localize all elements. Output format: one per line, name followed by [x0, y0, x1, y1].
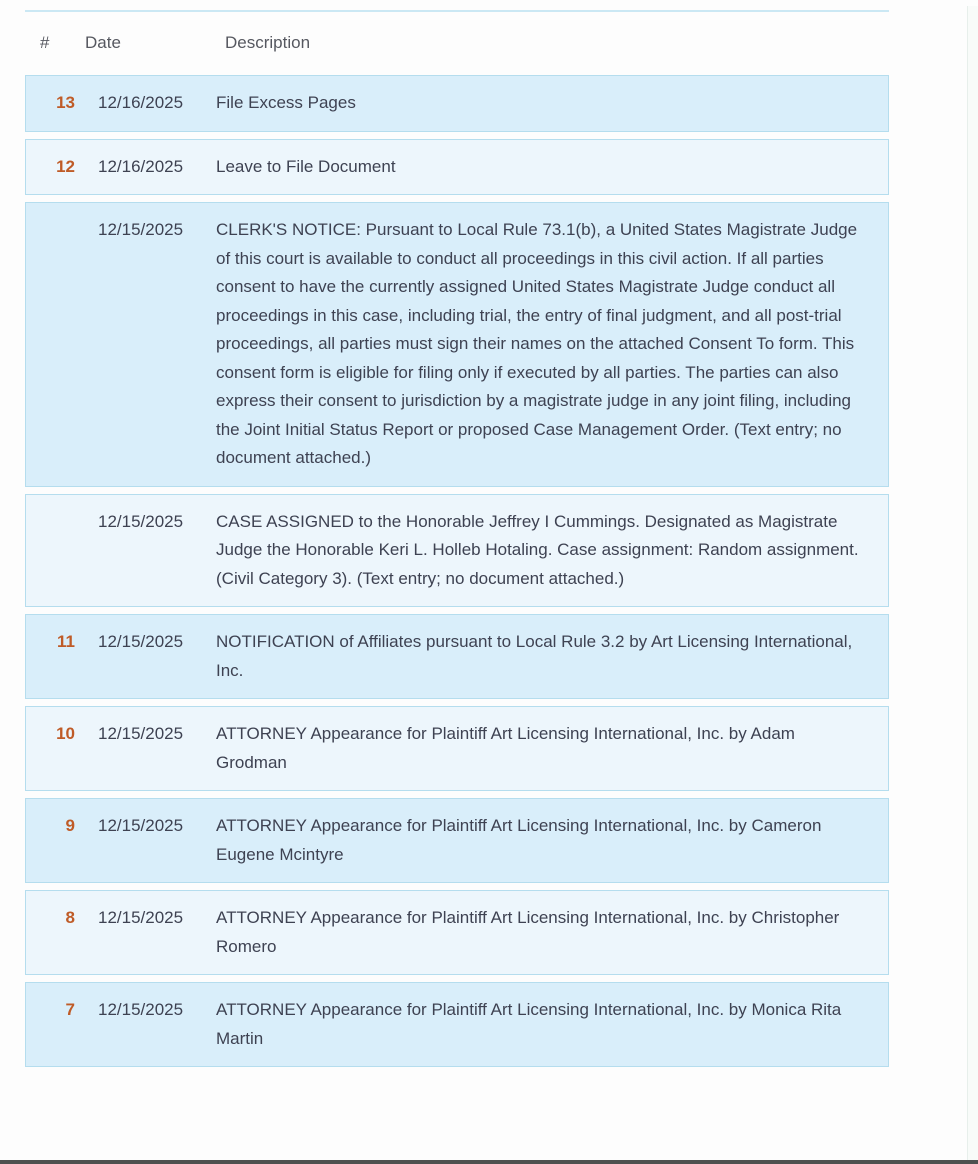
docket-entry-date: 12/15/2025	[98, 1000, 184, 1019]
docket-entry-description: CASE ASSIGNED to the Honorable Jeffrey I Cummings. Designated as Magistrate Judge the Honorable Keri L. Holleb Hotaling. Case assignment: Random assignment. (Civil Category 3). (Text entry; no document attached.)	[216, 511, 859, 588]
docket-entry-date: 12/15/2025	[98, 220, 184, 239]
page-right-margin	[968, 6, 978, 1164]
docket-entry-description: ATTORNEY Appearance for Plaintiff Art Licensing International, Inc. by Monica Rita Martin	[216, 1000, 842, 1048]
docket-entry-description: ATTORNEY Appearance for Plaintiff Art Licensing International, Inc. by Adam Grodman	[216, 724, 795, 772]
docket-entry-date: 12/15/2025	[98, 632, 184, 651]
docket-entry-row	[25, 202, 889, 487]
docket-entry-description: ATTORNEY Appearance for Plaintiff Art Licensing International, Inc. by Cameron Eugene Mcintyre	[216, 816, 822, 864]
docket-entry-description: File Excess Pages	[216, 93, 356, 112]
docket-table-header	[25, 10, 889, 75]
docket-entry-number-cell	[26, 983, 76, 1066]
docket-entry-date: 12/16/2025	[98, 93, 184, 112]
docket-entry-row	[25, 614, 889, 699]
column-header-description: Description	[225, 33, 311, 52]
docket-entry-number-link[interactable]: 8	[65, 908, 75, 927]
docket-entry-number-cell	[26, 891, 76, 974]
docket-entry-description: CLERK'S NOTICE: Pursuant to Local Rule 73.1(b), a United States Magistrate Judge of this court is available to conduct all proceedings in this civil action. If all parties consent to have the currently assigned United States Magistrate Judge conduct all proceedings in this case, including trial, the entry of final judgment, and all post-trial proceedings, all parties must sign their names on the attached Consent To form. This consent form is eligible for filing only if executed by all parties. The parties can also express their consent to jurisdiction by a magistrate judge in any joint filing, including the Joint Initial Status Report or proposed Case Management Order. (Text entry; no document attached.)	[216, 220, 858, 467]
docket-entry-row	[25, 706, 889, 791]
docket-entry-number-link[interactable]: 13	[56, 93, 75, 112]
docket-entry-row	[25, 494, 889, 608]
docket-entry-number-cell	[26, 140, 76, 195]
docket-entry-number-cell	[26, 76, 76, 131]
column-header-number: #	[40, 33, 50, 52]
docket-entry-number-link[interactable]: 11	[57, 632, 75, 651]
docket-entry-date: 12/15/2025	[98, 908, 184, 927]
docket-entry-number-cell	[26, 799, 76, 882]
docket-entry-date: 12/15/2025	[98, 724, 184, 743]
docket-entry-row	[25, 75, 889, 132]
docket-entry-description: ATTORNEY Appearance for Plaintiff Art Licensing International, Inc. by Christopher Romero	[216, 908, 840, 956]
docket-entry-date: 12/16/2025	[98, 156, 184, 176]
docket-entry-number-link[interactable]: 12	[56, 156, 75, 176]
docket-entry-number-cell	[26, 615, 76, 698]
docket-entry-number-link[interactable]: 10	[56, 724, 75, 743]
docket-entry-number-link[interactable]: 7	[65, 1000, 75, 1019]
docket-entry-row	[25, 139, 889, 196]
docket-entry-date: 12/15/2025	[98, 511, 184, 531]
docket-entry-row	[25, 890, 889, 975]
column-header-date: Date	[85, 33, 121, 52]
docket-entry-row	[25, 982, 889, 1067]
docket-entry-number-link[interactable]: 9	[65, 816, 75, 835]
docket-entry-row	[25, 798, 889, 883]
docket-entry-description: NOTIFICATION of Affiliates pursuant to Local Rule 3.2 by Art Licensing International, Inc.	[216, 632, 853, 680]
docket-entry-number-cell	[26, 203, 76, 486]
bottom-edge-bar	[0, 1160, 978, 1164]
docket-entry-number-cell	[26, 707, 76, 790]
page-right-border	[967, 6, 968, 1164]
docket-table	[25, 10, 889, 1067]
docket-entry-number-cell	[26, 495, 76, 607]
docket-entry-description: Leave to File Document	[216, 156, 396, 176]
docket-entry-date: 12/15/2025	[98, 816, 184, 835]
docket-rows	[25, 75, 889, 1067]
